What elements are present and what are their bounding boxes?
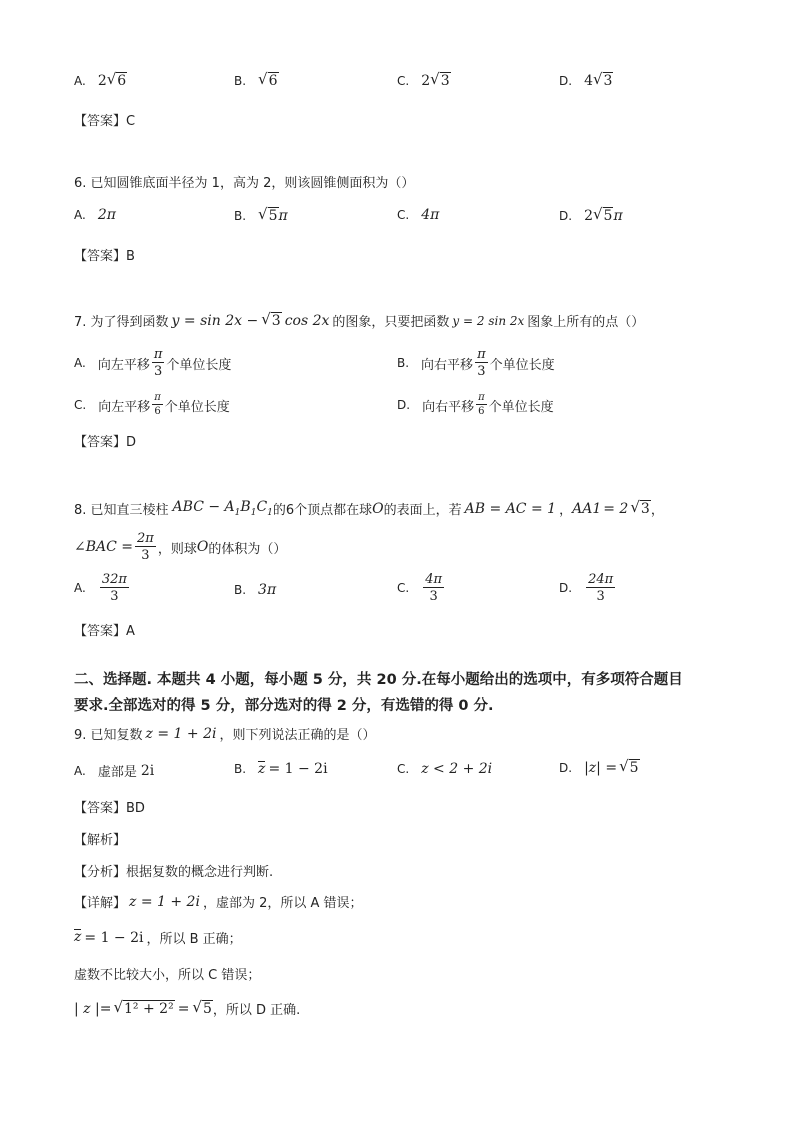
option-label: C. (74, 398, 87, 412)
denominator: 3 (477, 364, 486, 379)
sqrt: √ 3 (592, 70, 613, 89)
q8-option-c (397, 573, 446, 603)
option-label: A. (74, 208, 86, 222)
fraction (586, 573, 615, 603)
numerator: π (477, 347, 486, 362)
formula: z = 1 + 2i (145, 725, 217, 742)
formula-part: C (256, 499, 268, 516)
detail-label: 【详解】 (74, 896, 127, 911)
sqrt: √ 3 (630, 497, 650, 517)
option-label: B. (397, 356, 410, 370)
option-text: 虚部是 (97, 765, 137, 780)
option-text: 个单位长度 (489, 357, 555, 373)
q9-answer: 【答案】BD (74, 801, 145, 816)
radicand: 3 (271, 312, 281, 329)
stem-text: 8. 已知直三棱柱 (74, 503, 169, 518)
q5-option-d (559, 72, 613, 89)
q9-stem (74, 724, 376, 743)
formula: z = 1 + 2i (129, 893, 200, 910)
q7-option-b (397, 348, 555, 378)
coefficient: 4 (584, 72, 593, 89)
numerator: 32π (101, 572, 127, 587)
radicand: 3 (440, 73, 450, 89)
formula: = 2 (603, 500, 629, 517)
formula: ∠BAC = (74, 539, 134, 555)
sqrt: √ 3 (430, 70, 450, 89)
q7-stem (74, 311, 644, 330)
q7-option-a (74, 348, 231, 378)
formula-part: ABC − A (172, 499, 235, 516)
formula-part: B (240, 499, 251, 516)
stem-text: 的体积为（） (208, 541, 287, 557)
formula: |z| = (584, 759, 618, 776)
sphere-label: O (196, 539, 209, 555)
sqrt: √ 6 (106, 70, 127, 89)
numerator: 4π (425, 572, 443, 587)
option-label: B. (234, 73, 247, 88)
q9-analysis: 【分析】根据复数的概念进行判断. (74, 865, 274, 880)
radicand: 3 (603, 73, 613, 89)
option-label: D. (559, 208, 573, 223)
radicand: 3 (640, 500, 650, 517)
formula: AA (572, 500, 593, 517)
formula: AB = AC = 1 (464, 500, 557, 517)
sqrt: √ 1² + 2² (113, 997, 174, 1017)
q6-stem: 6. 已知圆锥底面半径为 1，高为 2，则该圆锥侧面积为（） (74, 176, 415, 191)
radicand: 5 (268, 208, 278, 224)
denominator: 3 (596, 589, 605, 604)
denominator: 3 (141, 548, 150, 563)
sqrt: √ 5 (192, 997, 212, 1017)
fraction (475, 348, 488, 378)
option-value: = 1 − 2i (268, 761, 328, 778)
denominator: 3 (429, 589, 438, 604)
formula: | z |= (74, 1000, 112, 1017)
q9-option-c (397, 761, 492, 777)
option-text: 向右平移 (422, 399, 475, 415)
q7-option-c (74, 393, 230, 417)
option-text: 向左平移 (97, 357, 150, 373)
option-label: C. (397, 208, 410, 222)
sqrt: √ 6 (258, 70, 278, 89)
option-value: z < 2 + 2i (421, 761, 493, 777)
q9-detail-c: 虚数不比较大小，所以 C 错误； (74, 968, 261, 983)
q9-detail (74, 892, 363, 911)
denominator: 3 (110, 589, 119, 604)
q5-option-c (397, 72, 451, 89)
radicand: 6 (268, 73, 278, 89)
stem-text: 的表面上，若 (383, 503, 462, 518)
coefficient: 2 (421, 72, 431, 89)
denominator: 6 (154, 406, 161, 417)
prism-formula (173, 499, 273, 518)
option-label: B. (234, 583, 247, 597)
numerator: π (153, 347, 163, 362)
q6-answer: 【答案】B (74, 249, 135, 264)
stem-text: ，则下列说法正确的是（） (219, 728, 376, 743)
fraction (100, 573, 129, 603)
q8-answer: 【答案】A (74, 624, 135, 639)
section-heading-line2: 要求.全部选对的得 5 分，部分选对的得 2 分，有选错的得 0 分. (74, 698, 494, 714)
option-label: A. (74, 581, 86, 595)
option-label: A. (74, 73, 86, 88)
formula: y = 2 sin 2x (452, 313, 525, 328)
radicand: 1² + 2² (124, 1000, 174, 1017)
option-label: D. (559, 581, 573, 595)
section-heading-line1: 二、选择题. 本题共 4 小题，每小题 5 分，共 20 分.在每小题给出的选项中，有多项符合题目 (74, 672, 683, 688)
option-label: C. (397, 762, 410, 776)
q6-option-d (559, 207, 623, 224)
q8-option-a (74, 573, 131, 603)
option-text: 个单位长度 (164, 399, 230, 415)
sqrt: √ 3 (261, 309, 281, 329)
option-label: A. (74, 763, 86, 778)
q9-option-b (234, 761, 328, 777)
coefficient: 2 (97, 72, 107, 89)
option-label: A. (74, 356, 86, 370)
sqrt: √ 5 (258, 205, 278, 224)
q9-analysis-title: 【解析】 (74, 833, 127, 848)
punctuation: ， (559, 503, 573, 518)
q5-option-b (234, 72, 279, 89)
numerator: 2π (137, 531, 154, 546)
q6-option-b (234, 207, 288, 224)
punctuation: ， (650, 503, 664, 518)
option-text: 个单位长度 (166, 357, 232, 373)
stem-text: 9. 已知复数 (74, 728, 143, 743)
fraction (152, 393, 163, 417)
q8-stem-line2 (74, 532, 286, 562)
option-value: 2π (97, 207, 116, 223)
q6-option-a (74, 207, 116, 223)
radicand: 5 (202, 1000, 212, 1017)
q8-option-b (234, 582, 276, 598)
option-text: 向左平移 (98, 399, 151, 415)
radicand: 5 (629, 760, 639, 776)
sqrt: √ 5 (592, 205, 613, 224)
coefficient: 2 (584, 207, 593, 224)
q8-stem-line1 (74, 499, 664, 518)
formula: y = sin 2x − (171, 312, 259, 329)
q5-answer: 【答案】C (74, 114, 136, 129)
q9-option-a (74, 761, 154, 780)
q9-detail-b (74, 928, 242, 947)
option-text: 个单位长度 (488, 399, 554, 415)
denominator: 6 (478, 406, 485, 417)
q9-detail-d (74, 999, 300, 1018)
formula: = (177, 1000, 190, 1017)
fraction (135, 532, 156, 562)
stem-text: ，则球 (157, 541, 197, 557)
conjugate-z: z (258, 761, 266, 777)
sqrt: √ 5 (619, 757, 639, 776)
subscript: 1 (234, 507, 241, 518)
detail-text: ，所以 D 正确. (212, 1003, 301, 1018)
q9-option-d (559, 759, 640, 776)
q8-option-d (559, 573, 617, 603)
subscript: 1 (267, 507, 273, 518)
option-label: D. (559, 760, 573, 775)
stem-text: 的图象，只要把函数 (332, 315, 450, 330)
option-text: 向右平移 (421, 357, 474, 373)
q7-option-d (397, 393, 554, 417)
numerator: π (154, 392, 161, 403)
radicand: 6 (117, 73, 127, 89)
radicand: 5 (603, 208, 613, 224)
option-label: D. (397, 398, 411, 412)
detail-text: ，虚部为 2，所以 A 错误； (202, 896, 363, 911)
sphere-label: O (372, 500, 384, 517)
option-label: C. (397, 73, 410, 88)
formula: cos 2x (284, 312, 330, 329)
option-value: 4π (421, 207, 440, 223)
option-value: 2i (140, 762, 155, 779)
pi: π (613, 207, 623, 224)
subscript: 1 (592, 500, 602, 517)
q7-answer: 【答案】D (74, 435, 137, 450)
q6-option-c (397, 207, 439, 223)
stem-text: 7. 为了得到函数 (74, 315, 169, 330)
numerator: π (478, 392, 485, 403)
option-label: C. (397, 581, 410, 595)
option-label: B. (234, 762, 247, 777)
detail-text: ，所以 B 正确； (146, 932, 242, 947)
stem-text: 图象上所有的点（） (527, 315, 645, 330)
option-label: B. (234, 208, 247, 223)
subscript: 1 (250, 507, 257, 518)
numerator: 24π (588, 572, 614, 587)
formula: = 1 − 2i (84, 929, 144, 946)
fraction (152, 348, 165, 378)
pi: π (278, 207, 288, 224)
option-label: D. (559, 73, 573, 88)
q5-option-a (74, 72, 127, 89)
option-value: 3π (258, 582, 277, 598)
stem-text: 的6个顶点都在球 (272, 503, 373, 518)
fraction (476, 393, 487, 417)
denominator: 3 (153, 364, 163, 379)
conjugate-z: z (74, 929, 82, 946)
fraction (423, 573, 444, 603)
